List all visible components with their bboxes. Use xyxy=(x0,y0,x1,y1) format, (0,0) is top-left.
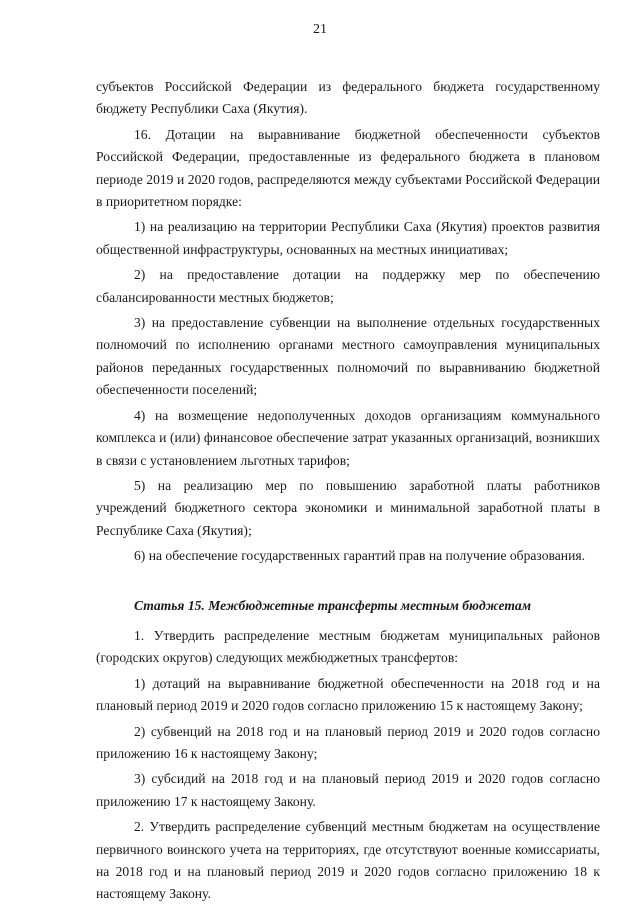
paragraph: 2) на предоставление дотации на поддержку мер по обеспечению сбалансированности местных бюджетов; xyxy=(96,267,600,305)
paragraph: 6) на обеспечение государственных гарантий прав на получение образования. xyxy=(134,548,585,564)
paragraph: 16. Дотации на выравнивание бюджетной обеспеченности субъектов Российской Федерации, предоставленные из федерального бюджета в плановом периоде 2019 и 2020 годов, распределяются между субъектами Российской Федерации в приоритетном порядке: xyxy=(96,126,600,210)
document-body xyxy=(96,76,600,909)
paragraph: 3) субсидий на 2018 год и на плановый период 2019 и 2020 годов согласно приложению 17 к настоящему Закону. xyxy=(96,771,600,809)
paragraph: 1. Утвердить распределение местным бюджетам муниципальных районов (городских округов) следующих межбюджетных трансфертов: xyxy=(96,627,600,666)
page-number: 21 xyxy=(313,22,327,37)
paragraphs-after-article xyxy=(96,625,600,906)
paragraph: 4) на возмещение недополученных доходов организациям коммунального комплекса и (или) финансовое обеспечение затрат указанных организаций, возникших в связи с установлением льготных тарифов; xyxy=(96,407,600,468)
paragraph: 5) на реализацию мер по повышению заработной платы работников учреждений бюджетного сектора экономики и минимальной заработной платы в Республике Саха (Якутия); xyxy=(96,477,600,538)
paragraph: 2. Утвердить распределение субвенций местным бюджетам на осуществление первичного воинского учета на территориях, где отсутствуют военные комиссариаты, на 2018 год и на плановый период 2019 и 2020 годов согласно приложению 18 к настоящему Закону. xyxy=(96,819,600,902)
paragraph: 1) на реализацию на территории Республики Саха (Якутия) проектов развития общественной инфраструктуры, основанных на местных инициативах; xyxy=(96,219,600,257)
article-heading: Статья 15. Межбюджетные трансферты местным бюджетам xyxy=(134,597,532,613)
paragraph: 3) на предоставление субвенции на выполнение отдельных государственных полномочий по исполнению органами местного самоуправления муниципальных районов переданных государственных полномочий по выравниванию бюджетной обеспеченности поселений; xyxy=(96,315,600,398)
paragraph: 2) субвенций на 2018 год и на плановый период 2019 и 2020 годов согласно приложению 16 к настоящему Закону; xyxy=(96,723,600,761)
paragraphs-before-article xyxy=(96,76,600,568)
paragraph: субъектов Российской Федерации из федерального бюджета государственному бюджету Республики Саха (Якутия). xyxy=(96,79,600,117)
paragraph: 1) дотаций на выравнивание бюджетной обеспеченности на 2018 год и на плановый период 2019 и 2020 годов согласно приложению 15 к настоящему Закону; xyxy=(96,675,600,714)
